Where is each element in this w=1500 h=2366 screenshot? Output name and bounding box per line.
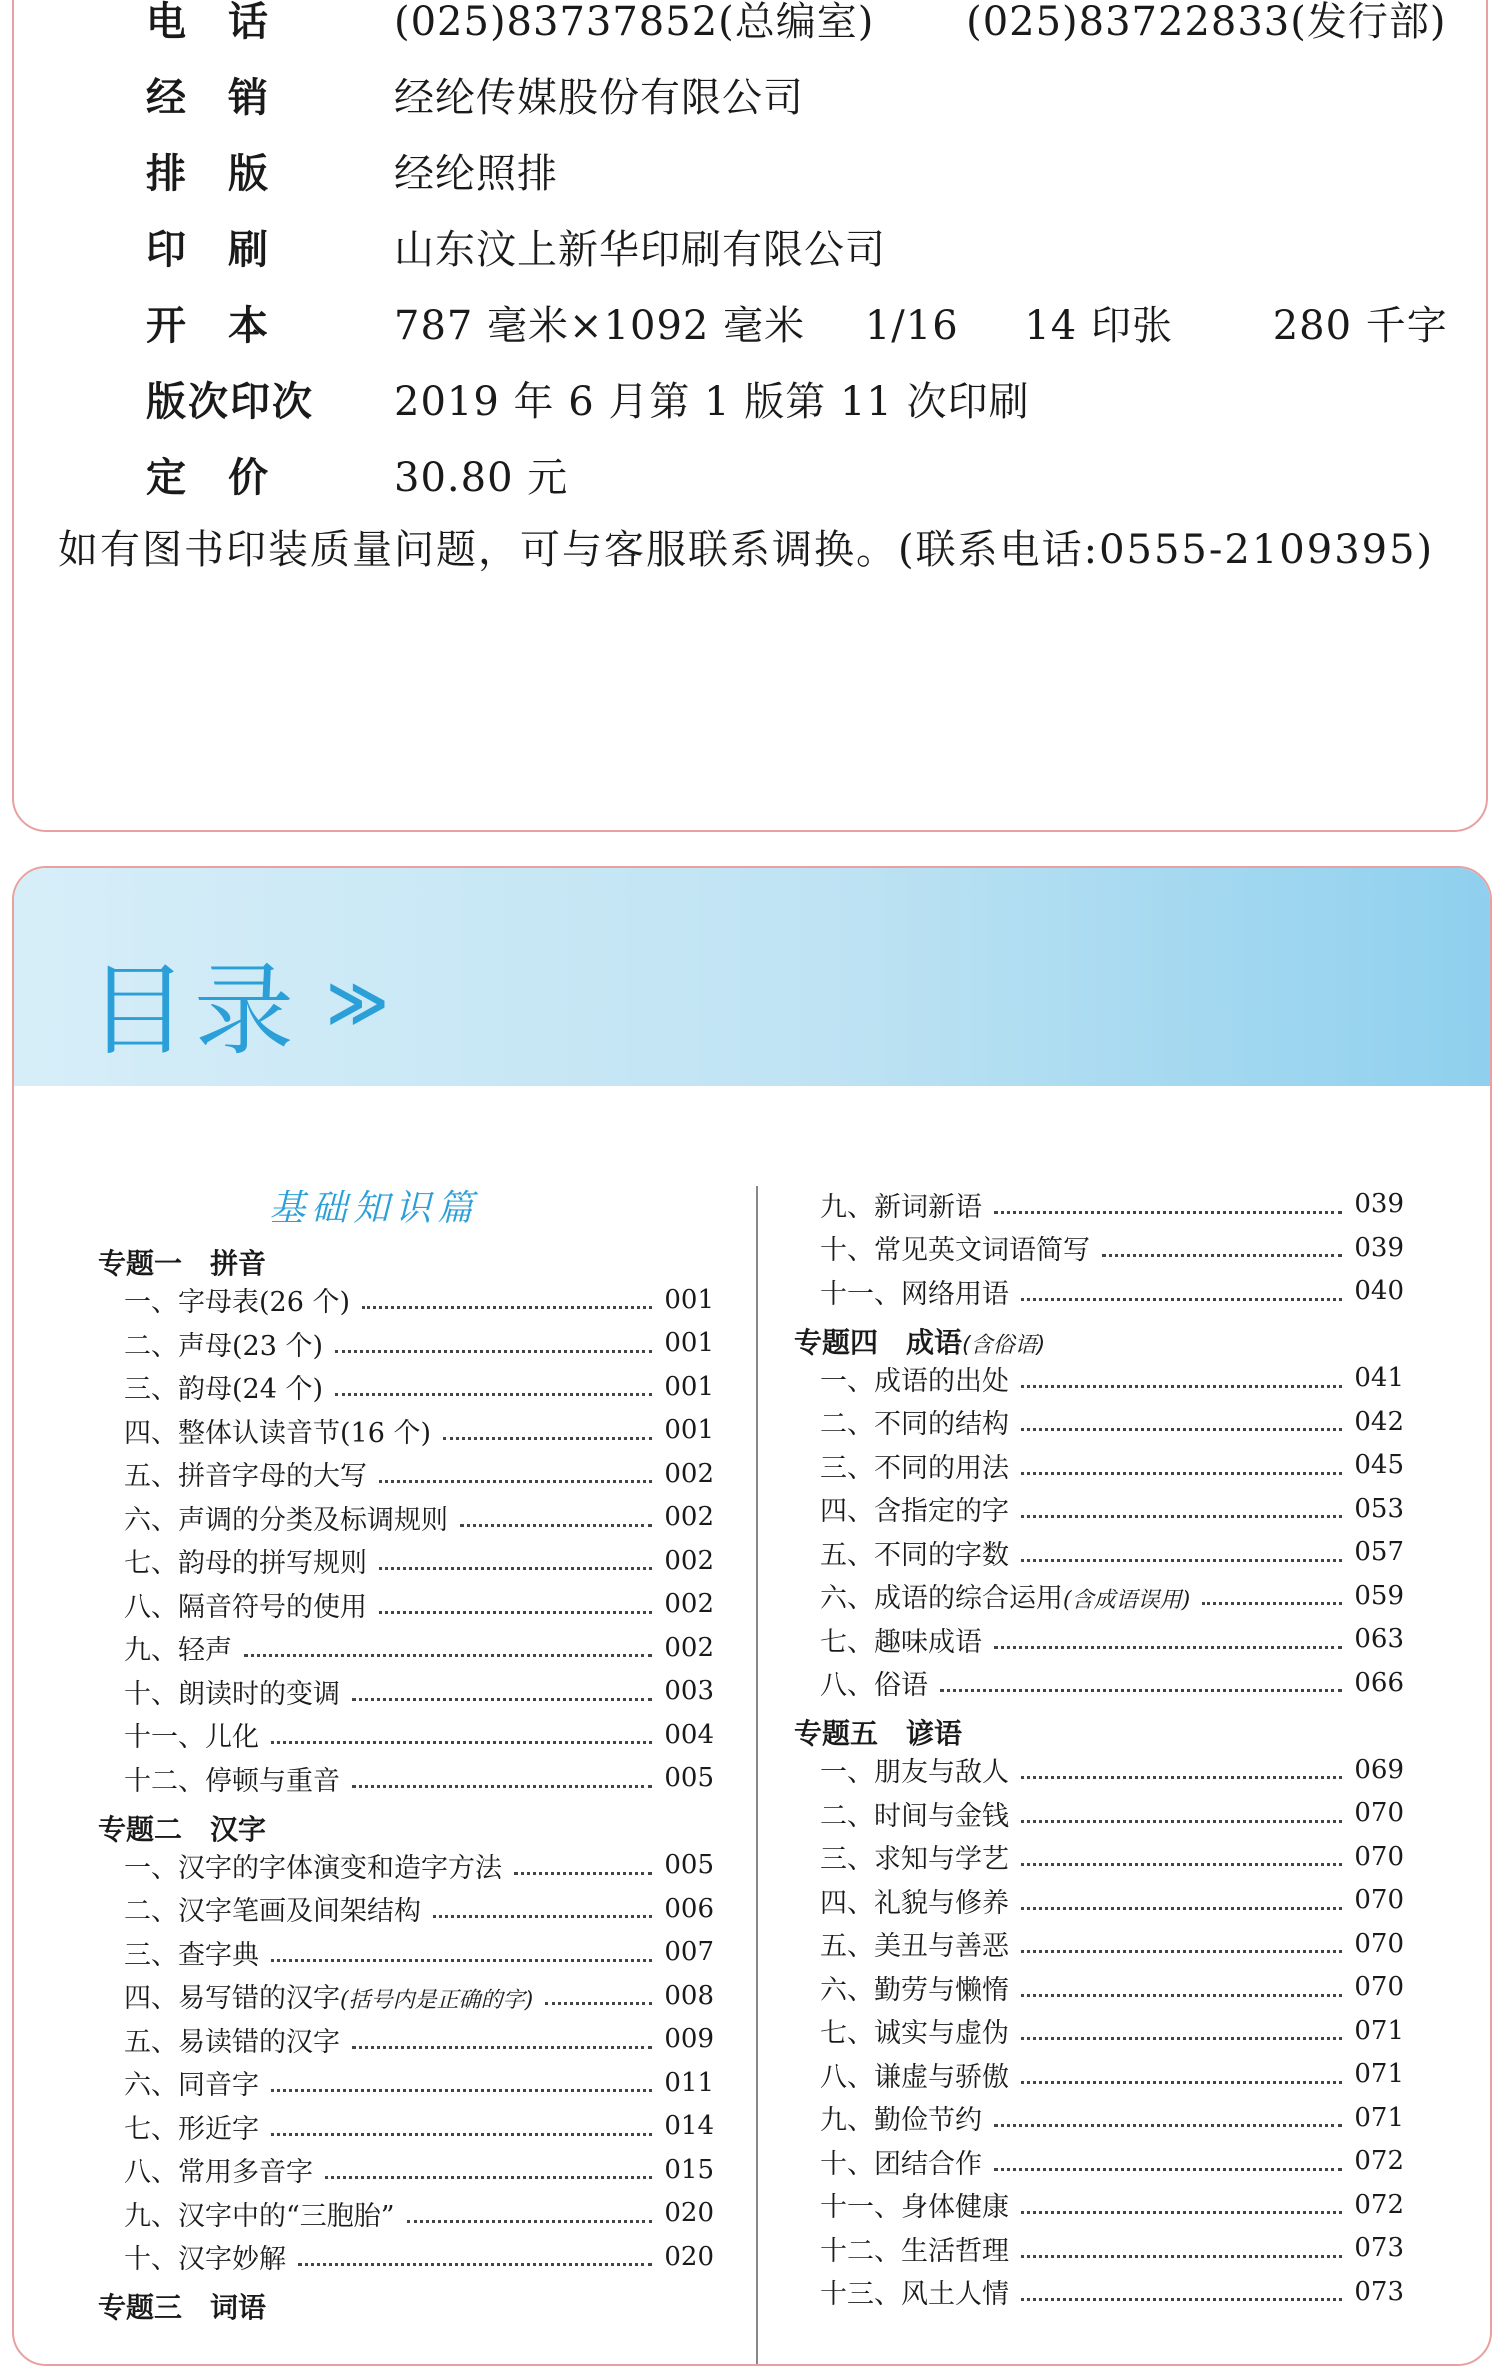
toc-entry[interactable] <box>820 1922 1404 1966</box>
toc-page-number: 072 <box>1354 2189 1404 2220</box>
toc-page-number: 063 <box>1354 1624 1404 1654</box>
dot-leader <box>362 1306 652 1309</box>
toc-page-number: 069 <box>1354 1754 1404 1785</box>
toc-entry-title <box>820 1576 1190 1615</box>
toc-entry-title <box>124 2020 340 2059</box>
toc-entry[interactable] <box>124 2061 714 2105</box>
dot-leader <box>433 1915 652 1918</box>
entry-title-text: 十、朗读时的变调 <box>124 1678 340 1710</box>
dot-leader <box>1021 2037 1342 2040</box>
imprint-row-edition <box>146 368 1030 428</box>
entry-title-text: 二、不同的结构 <box>820 1409 1009 1440</box>
toc-page-number: 002 <box>664 1632 714 1663</box>
toc-entry-title <box>820 2055 1009 2094</box>
imprint-row-format <box>146 292 1448 352</box>
toc-page-number: 001 <box>664 1371 714 1402</box>
topic-number: 专题一 <box>98 1247 183 1280</box>
entry-title-text: 三、不同的用法 <box>820 1452 1009 1484</box>
toc-page-number: 003 <box>664 1676 714 1706</box>
topic-name: 谚语 <box>906 1717 963 1750</box>
dot-leader <box>298 2263 652 2266</box>
phone-distribution: (025)83722833(发行部) <box>966 0 1447 45</box>
toc-entry-title <box>820 2098 982 2137</box>
entry-title-text: 一、字母表(26 个) <box>124 1287 351 1318</box>
toc-page-number: 070 <box>1354 1841 1404 1872</box>
dot-leader <box>1021 1994 1342 1997</box>
toc-entry[interactable] <box>124 1365 714 1409</box>
toc-entry-title <box>124 1759 340 1798</box>
toc-entry[interactable] <box>124 2148 714 2192</box>
entry-title-text: 二、时间与金钱 <box>820 1800 1009 1832</box>
entry-title-text: 一、成语的出处 <box>820 1365 1009 1397</box>
dot-leader <box>1021 1472 1342 1475</box>
chevron-right-icon: ≫ <box>326 968 389 1038</box>
toc-entry-title <box>820 1794 1009 1833</box>
dot-leader <box>1021 2298 1342 2301</box>
dot-leader <box>1021 1428 1342 1431</box>
toc-entry[interactable] <box>820 1835 1404 1879</box>
entry-title-text: 一、汉字的字体演变和造字方法 <box>124 1852 502 1884</box>
toc-entry[interactable] <box>124 1495 714 1539</box>
toc-entry[interactable] <box>820 1965 1404 2009</box>
toc-page-number: 002 <box>664 1589 714 1619</box>
toc-entry-title <box>124 1324 323 1363</box>
dot-leader <box>271 1741 652 1744</box>
toc-entry[interactable] <box>124 1452 714 1496</box>
entry-title-text: 三、查字典 <box>124 1939 259 1971</box>
toc-page-number: 070 <box>1354 1798 1404 1828</box>
toc-entry[interactable] <box>124 2104 714 2148</box>
dot-leader <box>1102 1254 1342 1257</box>
toc-entry-title <box>820 1750 1009 1789</box>
toc-entry[interactable] <box>820 1226 1404 1270</box>
dot-leader <box>1021 1298 1342 1301</box>
format-size: 787 毫米×1092 毫米 <box>394 302 806 349</box>
topic-name: 拼音 <box>210 1247 267 1280</box>
toc-entry-title <box>124 1976 533 2015</box>
entry-title-text: 七、诚实与虚伪 <box>820 2018 1009 2049</box>
toc-page-number: 002 <box>664 1545 714 1576</box>
toc-topic-heading <box>98 2286 266 2326</box>
toc-entry-title <box>820 1446 1009 1485</box>
imprint-label: 版次印次 <box>146 378 314 425</box>
toc-entry[interactable] <box>124 2017 714 2061</box>
toc-entry[interactable] <box>124 1321 714 1365</box>
entry-title-text: 二、声母(23 个) <box>124 1330 324 1362</box>
dot-leader <box>994 2124 1342 2127</box>
toc-page-number: 042 <box>1354 1406 1404 1437</box>
dot-leader <box>379 1480 652 1483</box>
toc-page-number: 070 <box>1354 1928 1404 1959</box>
imprint-value: 30.80 元 <box>394 454 569 501</box>
toc-entry[interactable] <box>820 1530 1404 1574</box>
dot-leader <box>1021 1515 1342 1518</box>
entry-title-text: 十一、儿化 <box>124 1722 259 1753</box>
quality-notice: 如有图书印装质量问题，可与客服联系调换。(联系电话:0555-2109395) <box>58 527 1435 573</box>
dot-leader <box>352 1785 652 1788</box>
dot-leader <box>460 1524 652 1527</box>
toc-entry[interactable] <box>820 1748 1404 1792</box>
entry-note: (含成语误用) <box>1063 1588 1191 1613</box>
dot-leader <box>1021 2081 1342 2084</box>
dot-leader <box>335 1393 652 1396</box>
toc-entry[interactable] <box>124 1930 714 1974</box>
toc-entry[interactable] <box>124 2191 714 2235</box>
imprint-value <box>394 294 1448 351</box>
toc-entry-title <box>820 2185 1009 2224</box>
toc-page-number: 002 <box>664 1502 714 1532</box>
imprint-label: 电 话 <box>146 0 269 45</box>
toc-page-number: 073 <box>1354 2233 1404 2263</box>
entry-title-text: 九、新词新语 <box>820 1191 982 1223</box>
dot-leader <box>1021 1863 1342 1866</box>
toc-entry-title <box>124 1672 340 1711</box>
toc-page-number: 011 <box>664 2067 714 2098</box>
entry-title-text: 十二、停顿与重音 <box>124 1765 340 1797</box>
toc-page-number: 073 <box>1354 2276 1404 2307</box>
imprint-row-typesetting <box>146 140 558 200</box>
toc-topic-heading <box>794 1712 962 1752</box>
topic-number: 专题四 <box>794 1325 879 1359</box>
entry-title-text: 七、韵母的拼写规则 <box>124 1548 367 1579</box>
toc-entry[interactable] <box>820 2183 1404 2227</box>
dot-leader <box>379 1567 652 1570</box>
entry-title-text: 十、团结合作 <box>820 2148 982 2180</box>
toc-page-number: 004 <box>664 1719 714 1750</box>
dot-leader <box>1021 1950 1342 1953</box>
toc-entry[interactable] <box>820 2139 1404 2183</box>
dot-leader <box>271 2089 652 2092</box>
toc-page-number: 040 <box>1354 1276 1404 1306</box>
toc-entry[interactable] <box>820 1400 1404 1444</box>
toc-entry-title <box>820 1837 1009 1876</box>
toc-entry-title <box>124 1889 421 1928</box>
toc-page-number: 008 <box>664 1980 714 2011</box>
entry-title-text: 九、汉字中的“三胞胎” <box>124 2200 395 2232</box>
dot-leader <box>325 2176 652 2179</box>
toc-page-number: 005 <box>664 1850 714 1880</box>
entry-title-text: 九、轻声 <box>124 1635 232 1666</box>
dot-leader <box>271 2133 652 2136</box>
toc-page-number: 070 <box>1354 1972 1404 2002</box>
entry-title-text: 八、常用多音字 <box>124 2157 313 2188</box>
toc-page-number: 071 <box>1354 2102 1404 2133</box>
entry-title-text: 四、易写错的汉字 <box>124 1983 340 2014</box>
dot-leader <box>443 1437 652 1440</box>
entry-title-text: 十一、网络用语 <box>820 1278 1009 1310</box>
entry-title-text: 四、整体认读音节(16 个) <box>124 1417 432 1449</box>
toc-page-number: 041 <box>1354 1363 1404 1393</box>
toc-entry[interactable] <box>820 1182 1404 1226</box>
dot-leader <box>1021 1776 1342 1779</box>
dot-leader <box>352 2046 652 2049</box>
toc-entry[interactable] <box>820 2226 1404 2270</box>
toc-entry-title <box>820 2011 1009 2050</box>
format-fold: 1/16 <box>864 302 959 349</box>
dot-leader <box>407 2220 653 2223</box>
dot-leader <box>271 1959 652 1962</box>
toc-entry[interactable] <box>124 1278 714 1322</box>
toc-entry[interactable] <box>124 1582 714 1626</box>
toc-entry[interactable] <box>820 1269 1404 1313</box>
toc-entry-title <box>820 1228 1090 1267</box>
toc-page-number: 014 <box>664 2111 714 2141</box>
dot-leader <box>244 1654 652 1657</box>
toc-entry-title <box>820 1185 982 1224</box>
imprint-label: 排 版 <box>146 150 269 197</box>
toc-page-number: 071 <box>1354 2015 1404 2046</box>
toc-entry[interactable] <box>820 1617 1404 1661</box>
entry-title-text: 七、趣味成语 <box>820 1626 982 1658</box>
format-sheets: 14 印张 <box>1024 302 1173 349</box>
entry-title-text: 九、勤俭节约 <box>820 2105 982 2136</box>
toc-page-number: 001 <box>664 1284 714 1315</box>
dot-leader <box>379 1611 652 1614</box>
imprint-value <box>394 0 1446 47</box>
toc-entry-title <box>820 1533 1009 1572</box>
dot-leader <box>1021 2211 1342 2214</box>
toc-entry[interactable] <box>820 1356 1404 1400</box>
imprint-row-phone <box>146 0 1446 48</box>
topic-number: 专题三 <box>98 2291 183 2324</box>
imprint-label: 经 销 <box>146 74 269 121</box>
toc-entry-title <box>820 2272 1009 2311</box>
toc-topic-heading <box>98 1242 266 1282</box>
entry-title-text: 六、声调的分类及标调规则 <box>124 1504 448 1536</box>
toc-entry[interactable] <box>124 1887 714 1931</box>
toc-topic-heading <box>794 1321 1045 1361</box>
entry-title-text: 二、汉字笔画及间架结构 <box>124 1896 421 1927</box>
entry-title-text: 五、易读错的汉字 <box>124 2026 340 2058</box>
toc-entry[interactable] <box>820 1661 1404 1705</box>
toc-entry-title <box>124 2237 286 2276</box>
toc-entry-title <box>820 1489 1009 1528</box>
toc-entry[interactable] <box>820 1487 1404 1531</box>
toc-entry[interactable] <box>820 1878 1404 1922</box>
toc-entry-title <box>124 2194 395 2233</box>
toc-entry[interactable] <box>124 1756 714 1800</box>
toc-entry-title <box>124 1628 232 1667</box>
entry-title-text: 四、含指定的字 <box>820 1496 1009 1527</box>
entry-title-text: 三、韵母(24 个) <box>124 1374 324 1405</box>
entry-title-text: 五、美丑与善恶 <box>820 1931 1009 1962</box>
toc-entry-title <box>124 1454 367 1493</box>
imprint-row-distributor <box>146 64 804 124</box>
imprint-label: 定 价 <box>146 454 269 501</box>
dot-leader <box>1021 2255 1342 2258</box>
toc-entry-title <box>124 1846 502 1885</box>
toc-page-number: 045 <box>1354 1450 1404 1480</box>
dot-leader <box>1021 1907 1342 1910</box>
dot-leader <box>1021 1820 1342 1823</box>
dot-leader <box>994 1211 1342 1214</box>
dot-leader <box>940 1689 1342 1692</box>
toc-entry[interactable] <box>124 1974 714 2018</box>
toc-entry[interactable] <box>820 2096 1404 2140</box>
toc-entry-title <box>124 1585 367 1624</box>
entry-title-text: 七、形近字 <box>124 2113 259 2145</box>
toc-entry-title <box>820 1359 1009 1398</box>
toc-entry-title <box>820 1968 1009 2007</box>
entry-title-text: 十一、身体健康 <box>820 2192 1009 2223</box>
topic-name: 汉字 <box>210 1812 267 1846</box>
toc-entry-title <box>124 2107 259 2146</box>
toc-page-number: 039 <box>1354 1189 1404 1219</box>
imprint-label: 开 本 <box>146 302 269 349</box>
toc-page-number: 072 <box>1354 2146 1404 2176</box>
toc-entry-title <box>820 1402 1009 1441</box>
imprint-value: 山东汶上新华印刷有限公司 <box>394 226 886 273</box>
toc-entry-title <box>820 1620 982 1659</box>
topic-number: 专题二 <box>98 1812 183 1846</box>
toc-entry[interactable] <box>124 1669 714 1713</box>
toc-entry[interactable] <box>124 1626 714 1670</box>
toc-entry-title <box>124 2150 313 2189</box>
entry-title-text: 十三、风土人情 <box>820 2279 1009 2310</box>
topic-name: 成语 <box>906 1325 963 1359</box>
entry-title-text: 八、隔音符号的使用 <box>124 1591 367 1623</box>
entry-title-text: 六、勤劳与懒惰 <box>820 1974 1009 2006</box>
entry-title-text: 六、成语的综合运用 <box>820 1583 1063 1614</box>
toc-page-number: 001 <box>664 1415 714 1445</box>
toc-title: 目录 <box>88 952 300 1069</box>
entry-title-text: 五、拼音字母的大写 <box>124 1461 367 1492</box>
toc-entry-title <box>820 1881 1009 1920</box>
toc-page-number: 001 <box>664 1328 714 1358</box>
toc-entry[interactable] <box>820 2052 1404 2096</box>
topic-number: 专题五 <box>794 1717 879 1750</box>
toc-entry-title <box>124 1367 323 1406</box>
toc-card <box>12 866 1492 2366</box>
toc-page-number: 020 <box>664 2198 714 2228</box>
toc-entry[interactable] <box>820 2009 1404 2053</box>
column-divider <box>756 1186 758 2366</box>
dot-leader <box>545 2002 652 2005</box>
toc-page-number: 071 <box>1354 2059 1404 2089</box>
imprint-value: 经纶传媒股份有限公司 <box>394 74 804 121</box>
toc-entry[interactable] <box>124 1539 714 1583</box>
imprint-value: 经纶照排 <box>394 150 558 197</box>
toc-page-number: 020 <box>664 2241 714 2272</box>
toc-entry[interactable] <box>820 1443 1404 1487</box>
toc-entry[interactable] <box>820 1574 1404 1618</box>
toc-entry-title <box>820 2229 1009 2268</box>
imprint-row-price <box>146 444 568 504</box>
entry-title-text: 十、常见英文词语简写 <box>820 1235 1090 1266</box>
toc-entry[interactable] <box>820 1791 1404 1835</box>
entry-title-text: 十、汉字妙解 <box>124 2244 286 2275</box>
toc-page-number: 059 <box>1354 1580 1404 1611</box>
dot-leader <box>1021 1559 1342 1562</box>
toc-entry-title <box>124 1715 259 1754</box>
toc-entry-title <box>820 1272 1009 1311</box>
entry-title-text: 五、不同的字数 <box>820 1539 1009 1571</box>
toc-page-number: 066 <box>1354 1667 1404 1698</box>
imprint-row-printer <box>146 216 886 276</box>
dot-leader <box>994 1646 1342 1649</box>
toc-page-number: 002 <box>664 1458 714 1489</box>
toc-page-number: 039 <box>1354 1232 1404 1263</box>
toc-entry-title <box>820 1924 1009 1963</box>
entry-note: (括号内是正确的字) <box>340 1988 534 2013</box>
toc-page-number: 015 <box>664 2154 714 2185</box>
entry-title-text: 十二、生活哲理 <box>820 2235 1009 2267</box>
toc-page-number: 057 <box>1354 1537 1404 1567</box>
dot-leader <box>994 2168 1342 2171</box>
toc-entry[interactable] <box>820 2270 1404 2314</box>
entry-title-text: 八、谦虚与骄傲 <box>820 2061 1009 2093</box>
entry-title-text: 八、俗语 <box>820 1670 928 1701</box>
toc-entry-title <box>124 1498 448 1537</box>
imprint-label: 印 刷 <box>146 226 269 273</box>
toc-topic-heading <box>98 1808 266 1848</box>
entry-title-text: 一、朋友与敌人 <box>820 1757 1009 1788</box>
toc-entry-title <box>124 1541 367 1580</box>
entry-title-text: 六、同音字 <box>124 2070 259 2101</box>
dot-leader <box>1202 1602 1342 1605</box>
dot-leader <box>514 1872 652 1875</box>
toc-entry-title <box>124 1411 431 1450</box>
toc-page-number: 006 <box>664 1893 714 1924</box>
imprint-value: 2019 年 6 月第 1 版第 11 次印刷 <box>394 378 1030 425</box>
toc-entry-title <box>124 1933 259 1972</box>
toc-entry-title <box>124 2063 259 2102</box>
toc-page-number: 070 <box>1354 1885 1404 1915</box>
entry-title-text: 四、礼貌与修养 <box>820 1887 1009 1919</box>
topic-name: 词语 <box>210 2291 267 2324</box>
toc-page-number: 005 <box>664 1763 714 1793</box>
toc-page-number: 007 <box>664 1937 714 1967</box>
toc-entry[interactable] <box>124 2235 714 2279</box>
toc-entry-title <box>820 1663 928 1702</box>
toc-entry[interactable] <box>124 1843 714 1887</box>
topic-note: (含俗语) <box>962 1332 1046 1358</box>
toc-page-number: 053 <box>1354 1493 1404 1524</box>
dot-leader <box>1021 1385 1342 1388</box>
entry-title-text: 三、求知与学艺 <box>820 1844 1009 1875</box>
toc-entry[interactable] <box>124 1408 714 1452</box>
toc-page-number: 009 <box>664 2024 714 2054</box>
dot-leader <box>335 1350 652 1353</box>
toc-entry-title <box>124 1280 350 1319</box>
toc-entry[interactable] <box>124 1713 714 1757</box>
phone-editorial: (025)83737852(总编室) <box>394 0 875 45</box>
format-words: 280 千字 <box>1272 302 1448 349</box>
dot-leader <box>352 1698 652 1701</box>
part-heading: 基础知识篇 <box>268 1188 479 1229</box>
toc-entry-title <box>820 2142 982 2181</box>
